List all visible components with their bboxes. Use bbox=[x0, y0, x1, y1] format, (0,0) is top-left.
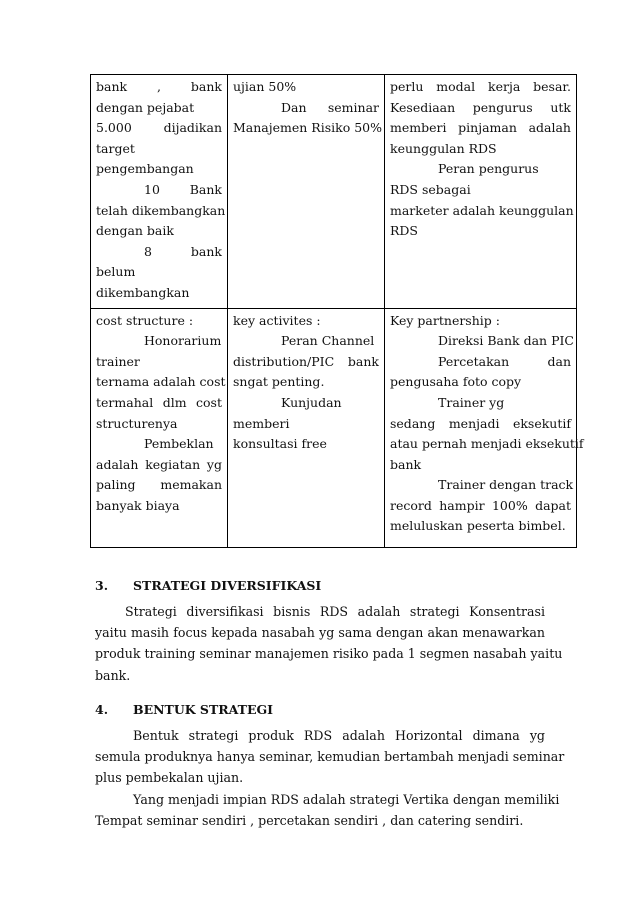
section-strategi-diversifikasi bbox=[95, 571, 563, 686]
cell-line: sedang menjadi eksekutif bbox=[390, 415, 571, 431]
cell-line: memberi bbox=[233, 415, 290, 431]
cell-line: ujian 50% bbox=[233, 79, 297, 94]
section-title: STRATEGI DIVERSIFIKASI bbox=[133, 578, 322, 593]
cell-line: paling memakan bbox=[96, 477, 222, 493]
cell-line: dikembangkan bbox=[96, 284, 190, 300]
cell-line: 5.000 dijadikan bbox=[96, 120, 222, 136]
cell-line: meluluskan peserta bimbel. bbox=[390, 518, 566, 534]
paragraph-line: semula produknya hanya seminar, kemudian bertambah menjadi seminar bbox=[95, 749, 565, 765]
cell-line: Peran Channel bbox=[281, 333, 375, 349]
cell-line: dengan baik bbox=[96, 223, 174, 239]
cell-line: Manajemen Risiko 50% bbox=[233, 120, 382, 136]
cell-line: pengusaha foto copy bbox=[390, 374, 522, 390]
table-row bbox=[91, 75, 577, 309]
cell-line: adalah kegiatan yg bbox=[96, 456, 222, 472]
cell-line: Peran pengurus bbox=[438, 161, 539, 177]
cell-line: Honorarium bbox=[144, 333, 222, 349]
cell-line: trainer bbox=[96, 353, 140, 369]
section-number: 4. bbox=[95, 702, 109, 717]
cell-line: Direksi Bank dan PIC bbox=[438, 333, 574, 349]
cell-line: belum bbox=[96, 264, 136, 280]
table-cell-products bbox=[228, 75, 385, 309]
cell-line: Dan seminar bbox=[281, 99, 379, 115]
cell-line: banyak biaya bbox=[96, 497, 180, 513]
table-cell-revenue bbox=[91, 75, 228, 309]
paragraph-line: yaitu masih focus kepada nasabah yg sama dengan akan menawarkan bbox=[95, 625, 545, 641]
cell-line: Kesediaan pengurus utk bbox=[390, 99, 571, 115]
cell-line: telah dikembangkan bbox=[96, 202, 226, 218]
cell-line: RDS sebagai bbox=[390, 181, 471, 197]
cell-line: Percetakan dan bbox=[438, 353, 571, 369]
cell-line: RDS bbox=[390, 223, 418, 239]
table-cell-resources bbox=[385, 75, 577, 309]
cell-line: Trainer dengan track bbox=[438, 477, 574, 493]
section-heading bbox=[95, 571, 545, 601]
cell-line: Kunjudan bbox=[281, 394, 342, 410]
table-cell-key-activities bbox=[228, 308, 385, 547]
cell-line: konsultasi free bbox=[233, 436, 327, 452]
section-title: BENTUK STRATEGI bbox=[133, 702, 274, 717]
table-cell-cost-structure bbox=[91, 308, 228, 547]
table-cell-key-partnership bbox=[385, 308, 584, 547]
cell-line: perlu modal kerja besar. bbox=[390, 79, 571, 94]
cell-line: keunggulan RDS bbox=[390, 140, 497, 156]
cell-line: atau pernah menjadi eksekutif bbox=[390, 436, 584, 452]
cell-line: ternama adalah cost bbox=[96, 374, 226, 390]
section-heading bbox=[95, 695, 545, 725]
cell-line: termahal dlm cost bbox=[96, 394, 222, 410]
cell-line: memberi pinjaman adalah bbox=[390, 120, 571, 136]
section-number: 3. bbox=[95, 578, 109, 593]
cell-line: bank bbox=[390, 456, 422, 472]
cell-line: target bbox=[96, 140, 135, 156]
cell-line: pengembangan bbox=[96, 161, 194, 177]
paragraph-line: Tempat seminar sendiri , percetakan sendiri , dan catering sendiri. bbox=[95, 812, 524, 828]
paragraph bbox=[95, 601, 563, 686]
cell-line: distribution/PIC bank bbox=[233, 353, 379, 369]
section-bentuk-strategi bbox=[95, 695, 565, 831]
cell-line: bank , bank bbox=[96, 79, 222, 94]
cell-line: dengan pejabat bbox=[96, 99, 195, 115]
business-model-table bbox=[90, 74, 584, 548]
cell-line: Trainer yg bbox=[438, 394, 505, 410]
cell-line: Pembeklan bbox=[144, 436, 214, 452]
paragraph bbox=[95, 725, 565, 831]
paragraph-line: bank. bbox=[95, 667, 131, 683]
paragraph-line: Yang menjadi impian RDS adalah strategi Vertika dengan memiliki bbox=[133, 791, 560, 807]
cell-heading: key activites : bbox=[233, 312, 321, 328]
cell-line: 8 bank bbox=[144, 243, 222, 259]
cell-line: record hampir 100% dapat bbox=[390, 497, 571, 513]
paragraph-line: produk training seminar manajemen risiko pada 1 segmen nasabah yaitu bbox=[95, 646, 563, 662]
table-row bbox=[91, 308, 577, 547]
cell-heading: cost structure : bbox=[96, 312, 194, 328]
cell-line: sngat penting. bbox=[233, 374, 325, 390]
cell-line: structurenya bbox=[96, 415, 178, 431]
cell-heading: Key partnership : bbox=[390, 312, 500, 328]
cell-line: 10 Bank bbox=[144, 181, 222, 197]
paragraph-line: Strategi diversifikasi bisnis RDS adalah strategi Konsentrasi bbox=[125, 604, 545, 619]
paragraph-line: plus pembekalan ujian. bbox=[95, 770, 244, 786]
paragraph-line: Bentuk strategi produk RDS adalah Horizontal dimana yg bbox=[133, 728, 545, 743]
cell-line: marketer adalah keunggulan bbox=[390, 202, 574, 218]
